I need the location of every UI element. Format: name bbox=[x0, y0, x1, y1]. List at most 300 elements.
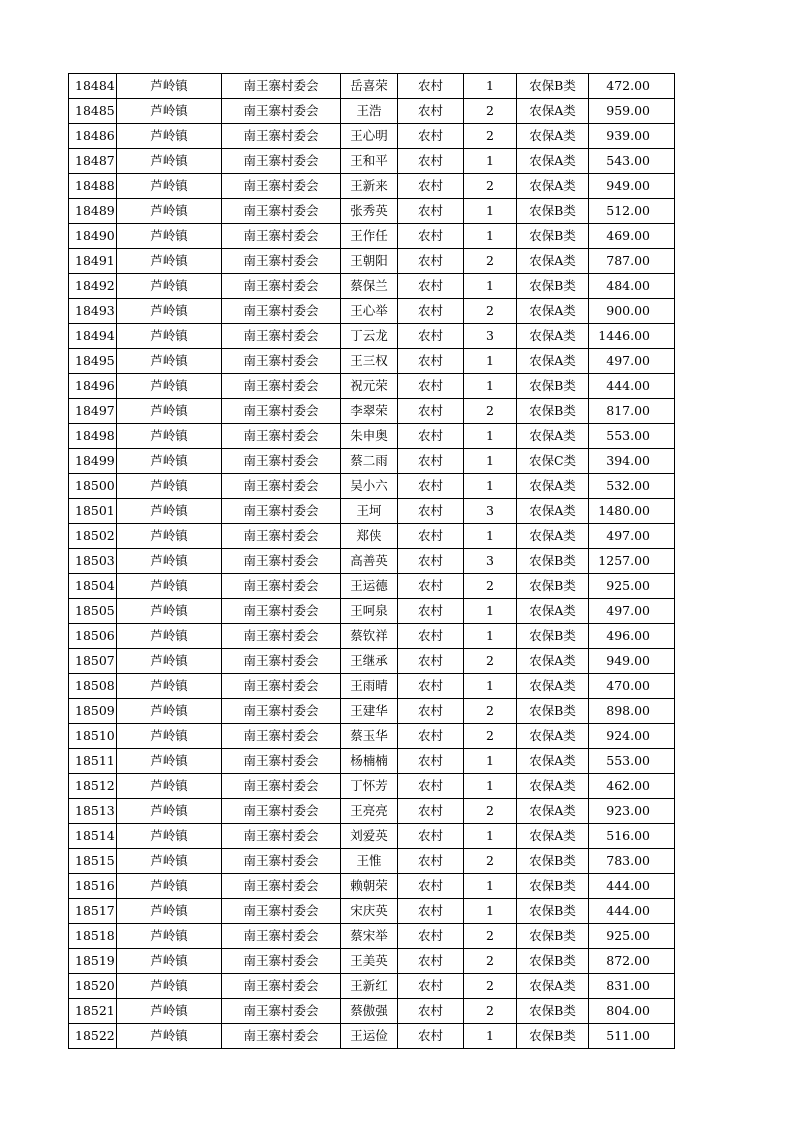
person-name-cell: 王浩 bbox=[341, 99, 398, 124]
amount-cell: 444.00 bbox=[589, 874, 675, 899]
table-row bbox=[69, 474, 675, 499]
area-type-cell: 农村 bbox=[398, 749, 464, 774]
village-committee-cell: 南王寨村委会 bbox=[222, 399, 341, 424]
town-cell: 芦岭镇 bbox=[117, 974, 222, 999]
amount-cell: 923.00 bbox=[589, 799, 675, 824]
category-cell: 农保A类 bbox=[517, 799, 589, 824]
town-cell: 芦岭镇 bbox=[117, 774, 222, 799]
table-row bbox=[69, 299, 675, 324]
amount-cell: 444.00 bbox=[589, 374, 675, 399]
area-type-cell: 农村 bbox=[398, 474, 464, 499]
area-type-cell: 农村 bbox=[398, 1024, 464, 1049]
area-type-cell: 农村 bbox=[398, 324, 464, 349]
household-size-cell: 2 bbox=[464, 399, 517, 424]
category-cell: 农保A类 bbox=[517, 674, 589, 699]
person-name-cell: 蔡保兰 bbox=[341, 274, 398, 299]
person-name-cell: 吴小六 bbox=[341, 474, 398, 499]
area-type-cell: 农村 bbox=[398, 924, 464, 949]
household-size-cell: 1 bbox=[464, 624, 517, 649]
amount-cell: 497.00 bbox=[589, 524, 675, 549]
record-id-cell: 18501 bbox=[69, 499, 117, 524]
town-cell: 芦岭镇 bbox=[117, 524, 222, 549]
table-row bbox=[69, 524, 675, 549]
amount-cell: 831.00 bbox=[589, 974, 675, 999]
category-cell: 农保A类 bbox=[517, 649, 589, 674]
record-id-cell: 18489 bbox=[69, 199, 117, 224]
village-committee-cell: 南王寨村委会 bbox=[222, 824, 341, 849]
town-cell: 芦岭镇 bbox=[117, 674, 222, 699]
amount-cell: 472.00 bbox=[589, 74, 675, 99]
person-name-cell: 王亮亮 bbox=[341, 799, 398, 824]
town-cell: 芦岭镇 bbox=[117, 749, 222, 774]
village-committee-cell: 南王寨村委会 bbox=[222, 224, 341, 249]
record-id-cell: 18487 bbox=[69, 149, 117, 174]
table-row bbox=[69, 849, 675, 874]
village-committee-cell: 南王寨村委会 bbox=[222, 749, 341, 774]
village-committee-cell: 南王寨村委会 bbox=[222, 724, 341, 749]
village-committee-cell: 南王寨村委会 bbox=[222, 374, 341, 399]
person-name-cell: 蔡二雨 bbox=[341, 449, 398, 474]
category-cell: 农保A类 bbox=[517, 599, 589, 624]
household-size-cell: 1 bbox=[464, 74, 517, 99]
household-size-cell: 1 bbox=[464, 674, 517, 699]
category-cell: 农保C类 bbox=[517, 449, 589, 474]
records-body bbox=[69, 74, 675, 1049]
town-cell: 芦岭镇 bbox=[117, 574, 222, 599]
village-committee-cell: 南王寨村委会 bbox=[222, 424, 341, 449]
table-row bbox=[69, 149, 675, 174]
person-name-cell: 王运德 bbox=[341, 574, 398, 599]
table-row bbox=[69, 949, 675, 974]
table-row bbox=[69, 824, 675, 849]
area-type-cell: 农村 bbox=[398, 299, 464, 324]
category-cell: 农保B类 bbox=[517, 399, 589, 424]
town-cell: 芦岭镇 bbox=[117, 399, 222, 424]
town-cell: 芦岭镇 bbox=[117, 899, 222, 924]
table-row bbox=[69, 924, 675, 949]
table-row bbox=[69, 624, 675, 649]
record-id-cell: 18497 bbox=[69, 399, 117, 424]
table-row bbox=[69, 799, 675, 824]
record-id-cell: 18517 bbox=[69, 899, 117, 924]
table-row bbox=[69, 749, 675, 774]
person-name-cell: 王呵泉 bbox=[341, 599, 398, 624]
town-cell: 芦岭镇 bbox=[117, 324, 222, 349]
household-size-cell: 2 bbox=[464, 924, 517, 949]
village-committee-cell: 南王寨村委会 bbox=[222, 624, 341, 649]
person-name-cell: 丁怀芳 bbox=[341, 774, 398, 799]
person-name-cell: 王作任 bbox=[341, 224, 398, 249]
town-cell: 芦岭镇 bbox=[117, 249, 222, 274]
village-committee-cell: 南王寨村委会 bbox=[222, 249, 341, 274]
table-row bbox=[69, 874, 675, 899]
household-size-cell: 1 bbox=[464, 599, 517, 624]
village-committee-cell: 南王寨村委会 bbox=[222, 574, 341, 599]
record-id-cell: 18499 bbox=[69, 449, 117, 474]
village-committee-cell: 南王寨村委会 bbox=[222, 474, 341, 499]
area-type-cell: 农村 bbox=[398, 349, 464, 374]
household-size-cell: 1 bbox=[464, 424, 517, 449]
area-type-cell: 农村 bbox=[398, 849, 464, 874]
record-id-cell: 18512 bbox=[69, 774, 117, 799]
amount-cell: 817.00 bbox=[589, 399, 675, 424]
table-row bbox=[69, 774, 675, 799]
village-committee-cell: 南王寨村委会 bbox=[222, 549, 341, 574]
amount-cell: 1480.00 bbox=[589, 499, 675, 524]
village-committee-cell: 南王寨村委会 bbox=[222, 449, 341, 474]
village-committee-cell: 南王寨村委会 bbox=[222, 874, 341, 899]
amount-cell: 484.00 bbox=[589, 274, 675, 299]
table-row bbox=[69, 674, 675, 699]
amount-cell: 470.00 bbox=[589, 674, 675, 699]
table-row bbox=[69, 724, 675, 749]
person-name-cell: 王继承 bbox=[341, 649, 398, 674]
town-cell: 芦岭镇 bbox=[117, 999, 222, 1024]
household-size-cell: 1 bbox=[464, 474, 517, 499]
person-name-cell: 王坷 bbox=[341, 499, 398, 524]
record-id-cell: 18508 bbox=[69, 674, 117, 699]
record-id-cell: 18491 bbox=[69, 249, 117, 274]
table-row bbox=[69, 574, 675, 599]
record-id-cell: 18513 bbox=[69, 799, 117, 824]
area-type-cell: 农村 bbox=[398, 449, 464, 474]
amount-cell: 497.00 bbox=[589, 599, 675, 624]
record-id-cell: 18502 bbox=[69, 524, 117, 549]
town-cell: 芦岭镇 bbox=[117, 724, 222, 749]
town-cell: 芦岭镇 bbox=[117, 299, 222, 324]
household-size-cell: 2 bbox=[464, 299, 517, 324]
record-id-cell: 18518 bbox=[69, 924, 117, 949]
record-id-cell: 18498 bbox=[69, 424, 117, 449]
town-cell: 芦岭镇 bbox=[117, 924, 222, 949]
table-row bbox=[69, 999, 675, 1024]
village-committee-cell: 南王寨村委会 bbox=[222, 499, 341, 524]
area-type-cell: 农村 bbox=[398, 424, 464, 449]
area-type-cell: 农村 bbox=[398, 624, 464, 649]
village-committee-cell: 南王寨村委会 bbox=[222, 324, 341, 349]
table-row bbox=[69, 99, 675, 124]
amount-cell: 783.00 bbox=[589, 849, 675, 874]
town-cell: 芦岭镇 bbox=[117, 499, 222, 524]
category-cell: 农保B类 bbox=[517, 699, 589, 724]
area-type-cell: 农村 bbox=[398, 74, 464, 99]
household-size-cell: 1 bbox=[464, 749, 517, 774]
area-type-cell: 农村 bbox=[398, 774, 464, 799]
category-cell: 农保A类 bbox=[517, 99, 589, 124]
category-cell: 农保A类 bbox=[517, 124, 589, 149]
record-id-cell: 18520 bbox=[69, 974, 117, 999]
household-size-cell: 2 bbox=[464, 799, 517, 824]
category-cell: 农保B类 bbox=[517, 574, 589, 599]
table-row bbox=[69, 199, 675, 224]
category-cell: 农保A类 bbox=[517, 974, 589, 999]
village-committee-cell: 南王寨村委会 bbox=[222, 599, 341, 624]
table-row bbox=[69, 449, 675, 474]
town-cell: 芦岭镇 bbox=[117, 424, 222, 449]
category-cell: 农保B类 bbox=[517, 549, 589, 574]
area-type-cell: 农村 bbox=[398, 374, 464, 399]
household-size-cell: 2 bbox=[464, 699, 517, 724]
category-cell: 农保B类 bbox=[517, 374, 589, 399]
household-size-cell: 3 bbox=[464, 499, 517, 524]
person-name-cell: 刘爱英 bbox=[341, 824, 398, 849]
person-name-cell: 宋庆英 bbox=[341, 899, 398, 924]
amount-cell: 496.00 bbox=[589, 624, 675, 649]
table-row bbox=[69, 599, 675, 624]
town-cell: 芦岭镇 bbox=[117, 699, 222, 724]
category-cell: 农保B类 bbox=[517, 224, 589, 249]
record-id-cell: 18503 bbox=[69, 549, 117, 574]
household-size-cell: 1 bbox=[464, 824, 517, 849]
household-size-cell: 1 bbox=[464, 874, 517, 899]
area-type-cell: 农村 bbox=[398, 499, 464, 524]
household-size-cell: 1 bbox=[464, 349, 517, 374]
village-committee-cell: 南王寨村委会 bbox=[222, 774, 341, 799]
person-name-cell: 王心举 bbox=[341, 299, 398, 324]
record-id-cell: 18514 bbox=[69, 824, 117, 849]
village-committee-cell: 南王寨村委会 bbox=[222, 949, 341, 974]
table-row bbox=[69, 424, 675, 449]
area-type-cell: 农村 bbox=[398, 974, 464, 999]
village-committee-cell: 南王寨村委会 bbox=[222, 899, 341, 924]
record-id-cell: 18504 bbox=[69, 574, 117, 599]
record-id-cell: 18515 bbox=[69, 849, 117, 874]
category-cell: 农保A类 bbox=[517, 749, 589, 774]
person-name-cell: 丁云龙 bbox=[341, 324, 398, 349]
town-cell: 芦岭镇 bbox=[117, 149, 222, 174]
household-size-cell: 2 bbox=[464, 949, 517, 974]
amount-cell: 394.00 bbox=[589, 449, 675, 474]
town-cell: 芦岭镇 bbox=[117, 649, 222, 674]
village-committee-cell: 南王寨村委会 bbox=[222, 349, 341, 374]
record-id-cell: 18509 bbox=[69, 699, 117, 724]
area-type-cell: 农村 bbox=[398, 724, 464, 749]
village-committee-cell: 南王寨村委会 bbox=[222, 149, 341, 174]
person-name-cell: 王和平 bbox=[341, 149, 398, 174]
household-size-cell: 2 bbox=[464, 574, 517, 599]
record-id-cell: 18521 bbox=[69, 999, 117, 1024]
person-name-cell: 王美英 bbox=[341, 949, 398, 974]
amount-cell: 939.00 bbox=[589, 124, 675, 149]
town-cell: 芦岭镇 bbox=[117, 824, 222, 849]
town-cell: 芦岭镇 bbox=[117, 174, 222, 199]
record-id-cell: 18485 bbox=[69, 99, 117, 124]
table-row bbox=[69, 549, 675, 574]
record-id-cell: 18490 bbox=[69, 224, 117, 249]
amount-cell: 925.00 bbox=[589, 574, 675, 599]
category-cell: 农保B类 bbox=[517, 624, 589, 649]
category-cell: 农保B类 bbox=[517, 874, 589, 899]
town-cell: 芦岭镇 bbox=[117, 74, 222, 99]
category-cell: 农保A类 bbox=[517, 174, 589, 199]
area-type-cell: 农村 bbox=[398, 699, 464, 724]
household-size-cell: 2 bbox=[464, 849, 517, 874]
village-committee-cell: 南王寨村委会 bbox=[222, 524, 341, 549]
amount-cell: 959.00 bbox=[589, 99, 675, 124]
category-cell: 农保A类 bbox=[517, 324, 589, 349]
household-size-cell: 2 bbox=[464, 974, 517, 999]
area-type-cell: 农村 bbox=[398, 399, 464, 424]
amount-cell: 462.00 bbox=[589, 774, 675, 799]
household-size-cell: 2 bbox=[464, 724, 517, 749]
category-cell: 农保A类 bbox=[517, 524, 589, 549]
person-name-cell: 赖朝荣 bbox=[341, 874, 398, 899]
town-cell: 芦岭镇 bbox=[117, 124, 222, 149]
amount-cell: 949.00 bbox=[589, 174, 675, 199]
record-id-cell: 18522 bbox=[69, 1024, 117, 1049]
area-type-cell: 农村 bbox=[398, 824, 464, 849]
town-cell: 芦岭镇 bbox=[117, 624, 222, 649]
amount-cell: 444.00 bbox=[589, 899, 675, 924]
town-cell: 芦岭镇 bbox=[117, 449, 222, 474]
area-type-cell: 农村 bbox=[398, 174, 464, 199]
category-cell: 农保A类 bbox=[517, 474, 589, 499]
category-cell: 农保B类 bbox=[517, 199, 589, 224]
amount-cell: 553.00 bbox=[589, 749, 675, 774]
household-size-cell: 1 bbox=[464, 774, 517, 799]
table-row bbox=[69, 399, 675, 424]
person-name-cell: 王运俭 bbox=[341, 1024, 398, 1049]
category-cell: 农保A类 bbox=[517, 349, 589, 374]
table-row bbox=[69, 274, 675, 299]
person-name-cell: 张秀英 bbox=[341, 199, 398, 224]
category-cell: 农保A类 bbox=[517, 424, 589, 449]
household-size-cell: 3 bbox=[464, 549, 517, 574]
table-row bbox=[69, 374, 675, 399]
record-id-cell: 18488 bbox=[69, 174, 117, 199]
record-id-cell: 18507 bbox=[69, 649, 117, 674]
town-cell: 芦岭镇 bbox=[117, 599, 222, 624]
category-cell: 农保A类 bbox=[517, 299, 589, 324]
person-name-cell: 蔡玉华 bbox=[341, 724, 398, 749]
table-row bbox=[69, 74, 675, 99]
amount-cell: 512.00 bbox=[589, 199, 675, 224]
table-row bbox=[69, 899, 675, 924]
town-cell: 芦岭镇 bbox=[117, 349, 222, 374]
town-cell: 芦岭镇 bbox=[117, 99, 222, 124]
category-cell: 农保B类 bbox=[517, 924, 589, 949]
table-row bbox=[69, 499, 675, 524]
town-cell: 芦岭镇 bbox=[117, 274, 222, 299]
table-row bbox=[69, 174, 675, 199]
town-cell: 芦岭镇 bbox=[117, 224, 222, 249]
person-name-cell: 高善英 bbox=[341, 549, 398, 574]
town-cell: 芦岭镇 bbox=[117, 474, 222, 499]
person-name-cell: 岳喜荣 bbox=[341, 74, 398, 99]
record-id-cell: 18506 bbox=[69, 624, 117, 649]
town-cell: 芦岭镇 bbox=[117, 549, 222, 574]
record-id-cell: 18495 bbox=[69, 349, 117, 374]
person-name-cell: 王雨晴 bbox=[341, 674, 398, 699]
area-type-cell: 农村 bbox=[398, 799, 464, 824]
area-type-cell: 农村 bbox=[398, 649, 464, 674]
amount-cell: 516.00 bbox=[589, 824, 675, 849]
area-type-cell: 农村 bbox=[398, 949, 464, 974]
amount-cell: 949.00 bbox=[589, 649, 675, 674]
village-committee-cell: 南王寨村委会 bbox=[222, 649, 341, 674]
household-size-cell: 1 bbox=[464, 149, 517, 174]
table-row bbox=[69, 224, 675, 249]
category-cell: 农保B类 bbox=[517, 999, 589, 1024]
table-row bbox=[69, 1024, 675, 1049]
person-name-cell: 蔡傲强 bbox=[341, 999, 398, 1024]
household-size-cell: 2 bbox=[464, 99, 517, 124]
area-type-cell: 农村 bbox=[398, 674, 464, 699]
household-size-cell: 2 bbox=[464, 174, 517, 199]
area-type-cell: 农村 bbox=[398, 124, 464, 149]
record-id-cell: 18505 bbox=[69, 599, 117, 624]
area-type-cell: 农村 bbox=[398, 249, 464, 274]
person-name-cell: 王三权 bbox=[341, 349, 398, 374]
household-size-cell: 1 bbox=[464, 199, 517, 224]
record-id-cell: 18496 bbox=[69, 374, 117, 399]
village-committee-cell: 南王寨村委会 bbox=[222, 274, 341, 299]
record-id-cell: 18486 bbox=[69, 124, 117, 149]
village-committee-cell: 南王寨村委会 bbox=[222, 924, 341, 949]
table-row bbox=[69, 324, 675, 349]
village-committee-cell: 南王寨村委会 bbox=[222, 799, 341, 824]
town-cell: 芦岭镇 bbox=[117, 374, 222, 399]
amount-cell: 872.00 bbox=[589, 949, 675, 974]
record-id-cell: 18519 bbox=[69, 949, 117, 974]
village-committee-cell: 南王寨村委会 bbox=[222, 174, 341, 199]
table-row bbox=[69, 124, 675, 149]
town-cell: 芦岭镇 bbox=[117, 799, 222, 824]
category-cell: 农保A类 bbox=[517, 824, 589, 849]
household-size-cell: 1 bbox=[464, 524, 517, 549]
village-committee-cell: 南王寨村委会 bbox=[222, 299, 341, 324]
household-size-cell: 2 bbox=[464, 249, 517, 274]
area-type-cell: 农村 bbox=[398, 149, 464, 174]
amount-cell: 532.00 bbox=[589, 474, 675, 499]
record-id-cell: 18494 bbox=[69, 324, 117, 349]
town-cell: 芦岭镇 bbox=[117, 199, 222, 224]
amount-cell: 804.00 bbox=[589, 999, 675, 1024]
amount-cell: 469.00 bbox=[589, 224, 675, 249]
category-cell: 农保B类 bbox=[517, 1024, 589, 1049]
category-cell: 农保A类 bbox=[517, 774, 589, 799]
record-id-cell: 18484 bbox=[69, 74, 117, 99]
person-name-cell: 杨楠楠 bbox=[341, 749, 398, 774]
amount-cell: 543.00 bbox=[589, 149, 675, 174]
category-cell: 农保A类 bbox=[517, 249, 589, 274]
category-cell: 农保A类 bbox=[517, 149, 589, 174]
record-id-cell: 18516 bbox=[69, 874, 117, 899]
table-row bbox=[69, 249, 675, 274]
household-size-cell: 1 bbox=[464, 449, 517, 474]
amount-cell: 1446.00 bbox=[589, 324, 675, 349]
category-cell: 农保A类 bbox=[517, 499, 589, 524]
category-cell: 农保B类 bbox=[517, 74, 589, 99]
village-committee-cell: 南王寨村委会 bbox=[222, 999, 341, 1024]
village-committee-cell: 南王寨村委会 bbox=[222, 124, 341, 149]
amount-cell: 1257.00 bbox=[589, 549, 675, 574]
amount-cell: 511.00 bbox=[589, 1024, 675, 1049]
household-size-cell: 1 bbox=[464, 224, 517, 249]
household-size-cell: 3 bbox=[464, 324, 517, 349]
amount-cell: 924.00 bbox=[589, 724, 675, 749]
village-committee-cell: 南王寨村委会 bbox=[222, 99, 341, 124]
category-cell: 农保A类 bbox=[517, 724, 589, 749]
village-committee-cell: 南王寨村委会 bbox=[222, 674, 341, 699]
amount-cell: 900.00 bbox=[589, 299, 675, 324]
person-name-cell: 朱申奥 bbox=[341, 424, 398, 449]
village-committee-cell: 南王寨村委会 bbox=[222, 199, 341, 224]
category-cell: 农保B类 bbox=[517, 849, 589, 874]
person-name-cell: 王惟 bbox=[341, 849, 398, 874]
household-size-cell: 1 bbox=[464, 899, 517, 924]
amount-cell: 898.00 bbox=[589, 699, 675, 724]
